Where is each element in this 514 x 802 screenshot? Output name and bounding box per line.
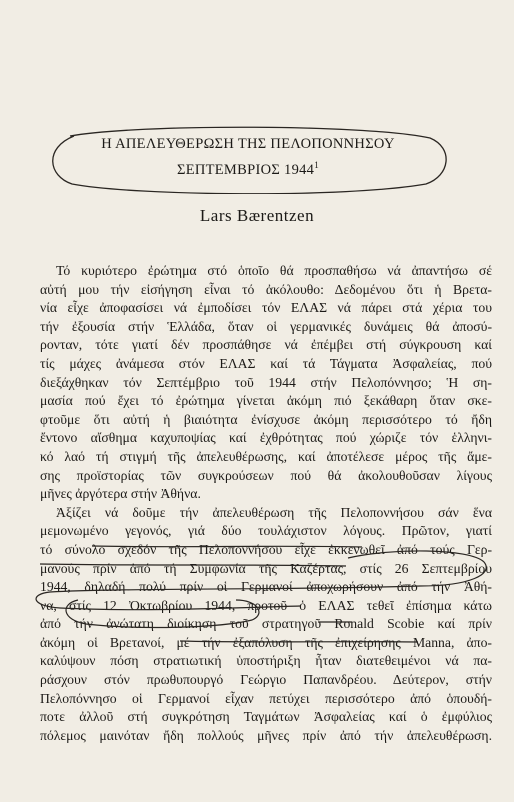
text-line: Πελοπόννησο οἱ Γερμανοί εἶχαν πετύχει περισσότερο ἀπό ὁπουδή- bbox=[40, 690, 492, 706]
text-line: ἔντονο αἴσθημα καχυποψίας καί ἐχθρότητας πού χώριζε τόν ἑλληνι- bbox=[40, 430, 492, 446]
text-line: Ἀξίζει νά δοῦμε τήν ἀπελευθέρωση τῆς Πελοποννήσου σάν ἕνα bbox=[56, 504, 492, 520]
text-line: μανούς πρίν ἀπό τή Συμφωνία τῆς Καζέρτας, στίς 26 Σεπτεμβρίου bbox=[40, 560, 492, 576]
text-line: διεξάχθηκαν τόν Σεπτέμβριο τοῦ 1944 στήν Πελοπόννησο; Ἡ ση- bbox=[40, 374, 492, 390]
text-line: μασία πού ἔχει τό ἐρώτημα γίνεται ἀκόμη πιό ξεκάθαρη ὅταν σκε- bbox=[40, 393, 492, 409]
text-line: καλύψουν πόση στρατιωτική ὑποστήριξη ἦταν διατεθειμένοι νά πα- bbox=[40, 653, 492, 669]
text-line: φτοῦμε ὅτι αὐτή ἡ βιαιότητα ἐνίσχυσε ἀκόμη περισσότερο τό ἤδη bbox=[40, 411, 492, 427]
text-line: αὐτή μου τήν εἰσήγηση εἶναι τό ἀκόλουθο: Δεδομένου ὅτι ἡ Βρετα- bbox=[40, 281, 492, 297]
text-line: μῆνες ἀργότερα στήν Ἀθήνα. bbox=[40, 486, 201, 502]
paragraph-1 bbox=[40, 262, 492, 504]
text-line: ἀκόμη οἱ Βρετανοί, μέ τήν ἐξαπόλυση τῆς ἐπιχείρησης Manna, ἀπο- bbox=[40, 634, 492, 650]
text-line: κό λαό τή στιγμή τῆς ἀπελευθέρωσης, καί ἀποτέλεσε μέρος τῆς ἄμε- bbox=[40, 448, 492, 464]
footnote-mark: 1 bbox=[314, 160, 320, 170]
text-line: ποτε ἀλλοῦ στή συγκρότηση Ταγμάτων Ἀσφαλείας καί ὁ ἐμφύλιος bbox=[40, 709, 492, 725]
author-name: Lars Bærentzen bbox=[199, 206, 315, 225]
text-line: πόλεμος μαινόταν ἤδη πολλούς μῆνες πρίν ἀπό τήν ἀπελευθέρωση. bbox=[40, 727, 492, 743]
paragraph-2 bbox=[40, 504, 492, 746]
text-line: ρονταν, τότε γιατί δέν προσπάθησε νά ἐπέμβει στή σύγκρουση καί bbox=[40, 337, 492, 353]
text-line: τό σύνολο σχεδόν τῆς Πελοποννήσου εἶχε ἐκκενωθεῖ ἀπό τούς Γερ- bbox=[40, 541, 492, 557]
title-line-1: Η ΑΠΕΛΕΥΘΕΡΩΣΗ ΤΗΣ ΠΕΛΟΠΟΝΝΗΣΟΥ bbox=[101, 136, 395, 152]
text-line: ἀπό τήν ἀνώτατη διοίκηση τοῦ στρατηγοῦ Ronald Scobie καί πρίν bbox=[40, 616, 492, 632]
text-line: ράσχουν στόν πρωθυπουργό Γεώργιο Παπανδρέου. Δεύτερον, στήν bbox=[40, 672, 492, 688]
text-line: μεμονωμένο γεγονός, γιά δύο τουλάχιστον λόγους. Πρῶτον, γιατί bbox=[40, 523, 492, 539]
text-line: τήν ἐξουσία στήν Ἑλλάδα, ὅταν οἱ γερμανικές δυνάμεις θά ἀποσύ- bbox=[40, 318, 492, 334]
text-line: Τό κυριότερο ἐρώτημα στό ὁποῖο θά προσπαθήσω νά ἀπαντήσω σέ bbox=[56, 263, 492, 278]
title-line-2 bbox=[46, 160, 450, 179]
title-line-2-text: ΣΕΠΤΕΜΒΡΙΟΣ 1944 bbox=[176, 161, 315, 178]
text-line: σης προϊστορίας τῶν συγκρούσεων πού θά ἀκολουθοῦσαν λίγους bbox=[40, 467, 492, 483]
chapter-title bbox=[46, 126, 450, 194]
body-text bbox=[40, 262, 492, 745]
text-line: να, στίς 12 Ὀκτωβρίου 1944, προτοῦ ὁ ΕΛΑΣ τεθεῖ ἐπίσημα κάτω bbox=[40, 597, 492, 613]
text-line: νία εἶχε ἀποφασίσει νά ἐμποδίσει τόν ΕΛΑΣ νά πάρει στά χέρια του bbox=[40, 300, 492, 316]
text-line: τίς μάχες ἀνάμεσα στόν ΕΛΑΣ καί τά Τάγματα Ἀσφαλείας, πού bbox=[40, 355, 492, 371]
text-line: 1944, δηλαδή πολύ πρίν οἱ Γερμανοί ἀποχωρήσουν ἀπό τήν Ἀθή- bbox=[40, 579, 492, 595]
